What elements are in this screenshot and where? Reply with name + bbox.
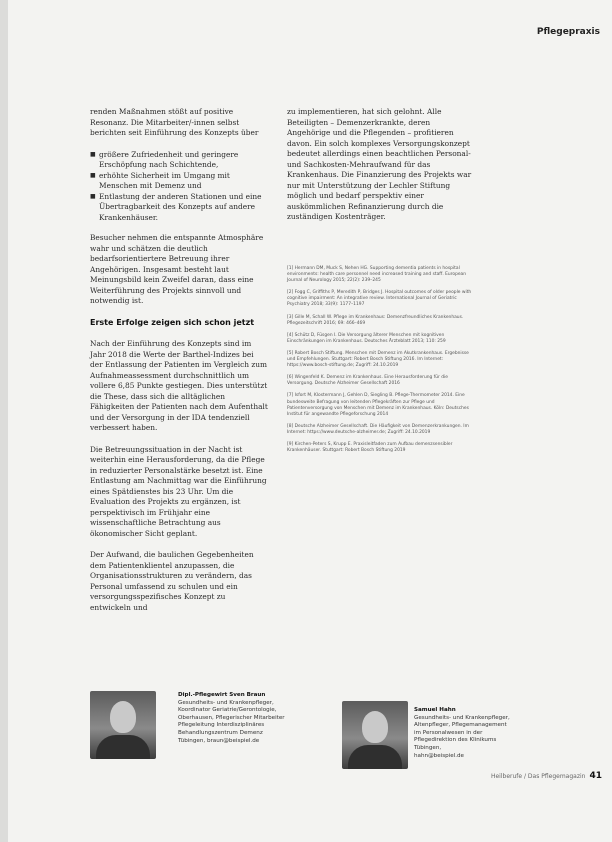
author-line: hahn@beispiel.de [414, 752, 464, 759]
body-shape [96, 735, 150, 759]
author-line: Pflegeleitung Interdisziplinäres [178, 722, 265, 729]
body-shape [348, 745, 402, 769]
page-footer [491, 771, 602, 781]
face-shape [362, 711, 388, 743]
journal-name: Heilberufe / Das Pflegemagazin [490, 773, 586, 780]
author-line: Tübingen, [414, 744, 442, 751]
bullet-item: ■ größere Zufriedenheit und geringere Erschöpfung nach Schichtende, [90, 150, 268, 171]
face-shape [110, 701, 136, 733]
author-line: Oberhausen, Pflegerischer Mitarbeiter [178, 714, 285, 721]
reference-item: [8] Deutsche Alzheimer Gesellschaft. Die Häufigkeit von Demenzerkrankungen. Im Internet: https://www.deutsche-alzheimer.de; Zugriff: 24.10.2019 [287, 423, 469, 435]
author-line: Altenpfleger, Pflegemanagement [414, 722, 507, 729]
author-line: Gesundheits- und Krankenpfleger, [414, 714, 510, 721]
reference-item: [9] Kirchen-Peters S, Krupp E. Praxisleitfaden zum Aufbau demenzsensibler Krankenhäuser. Stuttgart: Robert Bosch Stiftung 2019 [287, 441, 453, 454]
page-number: 41 [589, 771, 602, 781]
author-line: im Personalwesen in der [414, 729, 483, 736]
reference-item: [4] Schütz D, Füsgen I. Die Versorgung älterer Menschen mit kognitiven Einschränkungen im Krankenhaus. Deutsches Ärzteblatt 2013; 110: 259 [287, 332, 446, 344]
bullet-list [90, 150, 268, 224]
author-name: Samuel Hahn [414, 707, 456, 713]
left-column [90, 107, 268, 624]
body-paragraph: Nach der Einführung des Konzepts sind im Jahr 2018 die Werte der Barthel-Indizes bei der Entlassung der Patienten im Vergleich zum Aufnahmeassessment durchschnittlich um vollere 6,85 Punkte gestiegen. Dies unterstützt die These, dass sich die alltäglichen Fähigkeiten der Patienten nach dem Aufenthalt und der Versorgung in der IDA tendenziell verbessert haben. [90, 339, 268, 432]
reference-item: [7] Isfort M, Klostermann J, Gehlen D, Siegling B. Pflege-Thermometer 2014. Eine bundesweite Befragung von leitenden Pflegekräften zur Pflege und Patientenversorgung von Menschen mit Demenz im Krankenhaus. Köln: Deutsches Institut für angewandte Pflegeforschung 2014 [287, 393, 469, 417]
author-photo [342, 701, 408, 769]
author-info [414, 707, 554, 760]
bullet-item: ■ Entlastung der anderen Stationen und eine Übertragbarkeit des Konzepts auf andere Krankenhäuser. [90, 192, 268, 224]
body-paragraph: Besucher nehmen die entspannte Atmosphäre wahr und schätzen die deutlich bedarfsorientiertere Betreuung ihrer Angehörigen. Insgesamt besteht laut Meinungsbild kein Zweifel daran, dass eine Weiterführung des Projekts sinnvoll und notwendig ist. [90, 233, 264, 305]
reference-list [287, 266, 472, 460]
reference-item: [6] Wingenfeld K. Demenz im Krankenhaus. Eine Herausforderung für die Versorgung. Deutsche Alzheimer Gesellschaft 2016 [287, 375, 448, 387]
author-name: Dipl.-Pflegewirt Sven Braun [178, 692, 266, 698]
author-line: Koordinator Geriatrie/Gerontologie, [178, 707, 277, 714]
reference-item: [1] Hermann DM, Muck S, Nehen HG. Supporting dementia patients in hospital environments: health care personnel need increased training and staff. European Journal of Neurology 2015; 22(2): 239–245 [287, 266, 467, 284]
author-line: Gesundheits- und Krankenpfleger, [178, 699, 274, 706]
author-line: Tübingen, braun@beispiel.de [178, 737, 260, 744]
section-label: Pflegepraxis [536, 27, 600, 37]
right-column [287, 107, 472, 234]
author-line: Behandlungszentrum Demenz [178, 729, 263, 736]
reference-item: [5] Robert Bosch Stiftung. Menschen mit Demenz im Akutkrankenhaus. Ergebnisse und Empfehlungen. Stuttgart: Robert Bosch Stiftung 2016. Im Internet: https://www.bosch-stiftung.de; Zugriff: 24.10.2019 [287, 350, 469, 369]
subheading: Erste Erfolge zeigen sich schon jetzt [90, 317, 255, 327]
author-info [178, 692, 318, 745]
body-paragraph: Die Betreuungssituation in der Nacht ist weiterhin eine Herausforderung, da die Pflege in reduzierter Personalstärke besetzt ist. Eine Entlastung am Nachmittag war die Einführung eines Spätdienstes bis 23 Uhr. Um die Evaluation des Projekts zu ergänzen, ist perspektivisch im Frühjahr eine wissenschaftliche Betrachtung aus ökonomischer Sicht geplant. [90, 444, 267, 538]
author-photo [90, 691, 156, 759]
author-line: Pflegedirektion des Klinikums [414, 737, 497, 744]
reference-item: [2] Fogg C, Griffiths P, Meredith P, Bridges J. Hospital outcomes of older people with cognitive impairment: An integrative review. International Journal of Geriatric Psychiatry 2018; 33(9): 1177–1197 [287, 290, 472, 308]
bullet-item: ■ erhöhte Sicherheit im Umgang mit Menschen mit Demenz und [90, 171, 268, 192]
body-paragraph: renden Maßnahmen stößt auf positive Resonanz. Die Mitarbeiter/-innen selbst berichten seit Einführung des Konzepts über [90, 107, 259, 137]
body-paragraph: Der Aufwand, die baulichen Gegebenheiten dem Patientenklientel anzupassen, die Organisationsstrukturen zu verändern, das Personal umfassend zu schulen und ein versorgungsspezifisches Konzept zu entwickeln und [90, 550, 254, 612]
reference-item: [3] Gille M, Schall W. Pflege im Krankenhaus: Demenzfreundliches Krankenhaus. Pflegezeitschrift 2016; 69: 466–469 [287, 314, 464, 326]
body-paragraph: zu implementieren, hat sich gelohnt. Alle Beteiligten – Demenzerkrankte, deren Angehörige und die Pflegenden – profitieren davon. Ein solch komplexes Versorgungskonzept bedeutet allerdings einen beachtlichen Personal- und Sachkosten-Mehraufwand für das Krankenhaus. Die Finanzierung des Projekts war nur mit Unterstützung der Lechler Stiftung möglich und bedarf perspektiv einer auskömmlichen Refinanzierung durch die zuständigen Kostenträger. [287, 107, 472, 221]
page-gutter [0, 0, 8, 842]
